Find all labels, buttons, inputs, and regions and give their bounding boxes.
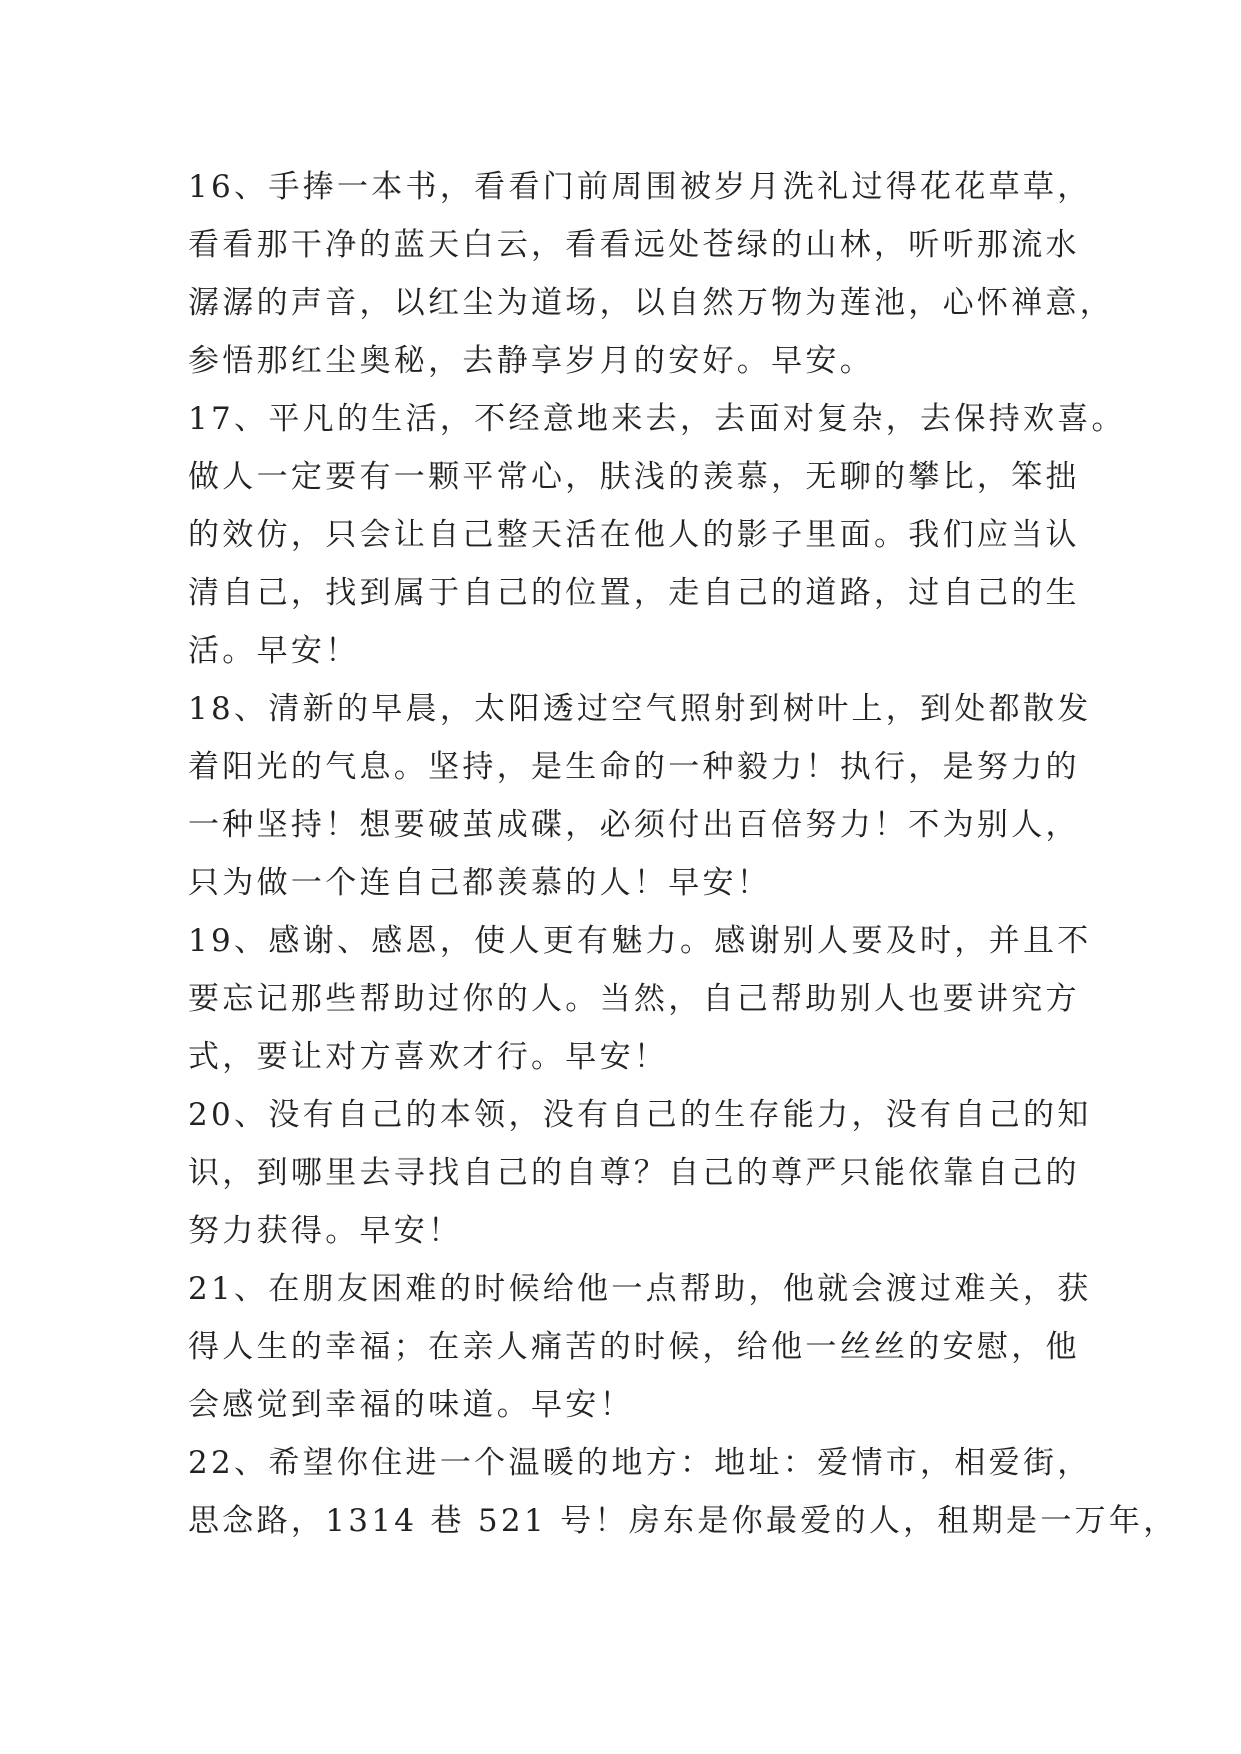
text-line: 式，要让对方喜欢才行。早安！ — [188, 1039, 669, 1075]
text-line: 只为做一个连自己都羡慕的人！早安！ — [188, 865, 772, 901]
text-line: 潺潺的声音，以红尘为道场，以自然万物为莲池，心怀禅意， — [188, 285, 1115, 321]
text-line: 参悟那红尘奥秘，去静享岁月的安好。早安。 — [188, 343, 874, 379]
document-body — [188, 158, 1178, 1550]
text-line: 的效仿，只会让自己整天活在他人的影子里面。我们应当认 — [188, 517, 1080, 553]
text-line: 着阳光的气息。坚持，是生命的一种毅力！执行，是努力的 — [188, 749, 1080, 785]
text-line: 清自己，找到属于自己的位置，走自己的道路，过自己的生 — [188, 575, 1080, 611]
text-line: 17、平凡的生活，不经意地来去，去面对复杂，去保持欢喜。 — [188, 401, 1126, 437]
text-line: 活。早安！ — [188, 633, 360, 669]
text-line: 识，到哪里去寻找自己的自尊？自己的尊严只能依靠自己的 — [188, 1155, 1080, 1191]
text-line: 看看那干净的蓝天白云，看看远处苍绿的山林，听听那流水 — [188, 227, 1080, 263]
text-line: 一种坚持！想要破茧成碟，必须付出百倍努力！不为别人， — [188, 807, 1080, 843]
text-line: 要忘记那些帮助过你的人。当然，自己帮助别人也要讲究方 — [188, 981, 1080, 1017]
text-line: 20、没有自己的本领，没有自己的生存能力，没有自己的知 — [188, 1097, 1092, 1133]
text-line: 会感觉到幸福的味道。早安！ — [188, 1387, 634, 1423]
text-line: 16、手捧一本书，看看门前周围被岁月洗礼过得花花草草， — [188, 169, 1092, 205]
text-line: 思念路，1314 巷 521 号！房东是你最爱的人，租期是一万年， — [188, 1503, 1178, 1539]
text-line: 努力获得。早安！ — [188, 1213, 463, 1249]
text-line: 22、希望你住进一个温暖的地方：地址：爱情市，相爱街， — [188, 1445, 1092, 1481]
text-line: 做人一定要有一颗平常心，肤浅的羡慕，无聊的攀比，笨拙 — [188, 459, 1080, 495]
text-line: 得人生的幸福；在亲人痛苦的时候，给他一丝丝的安慰，他 — [188, 1329, 1080, 1365]
text-line: 18、清新的早晨，太阳透过空气照射到树叶上，到处都散发 — [188, 691, 1092, 727]
text-line: 21、在朋友困难的时候给他一点帮助，他就会渡过难关，获 — [188, 1271, 1092, 1307]
text-line: 19、感谢、感恩，使人更有魅力。感谢别人要及时，并且不 — [188, 923, 1092, 959]
